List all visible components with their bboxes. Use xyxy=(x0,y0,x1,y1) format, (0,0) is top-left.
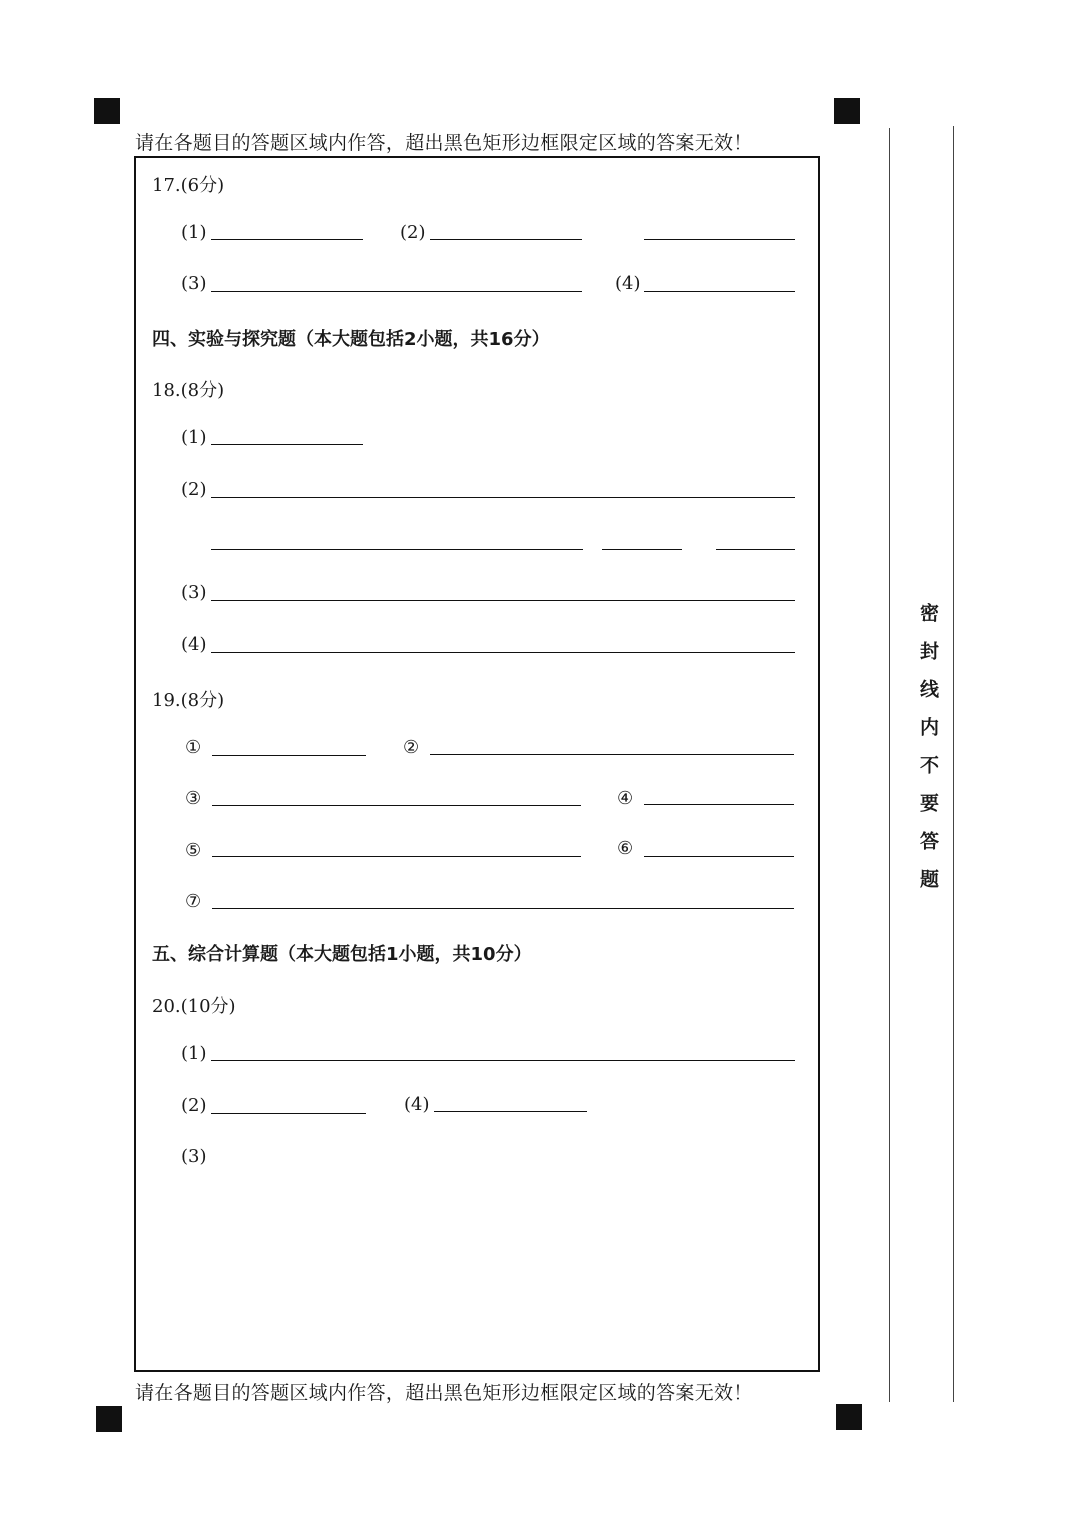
q18-answer-line-4[interactable] xyxy=(211,652,795,653)
q19-answer-line-1[interactable] xyxy=(212,755,366,756)
q20-label-3: (3) xyxy=(181,1146,207,1167)
q20-label-1: (1) xyxy=(181,1043,207,1064)
binding-line-outer xyxy=(953,126,954,1402)
registration-marker-top-right xyxy=(834,98,860,124)
q17-title: 17.(6分) xyxy=(152,175,225,196)
q20-title: 20.(10分) xyxy=(152,996,236,1017)
q19-label-1: ① xyxy=(185,737,202,758)
answer-area-notice-top: 请在各题目的答题区域内作答，超出黑色矩形边框限定区域的答案无效！ xyxy=(135,132,753,154)
q18-answer-line-2[interactable] xyxy=(211,497,795,498)
q17-label-2: (2) xyxy=(400,222,426,243)
q18-answer-line-1[interactable] xyxy=(211,444,363,445)
answer-area-notice-bottom: 请在各题目的答题区域内作答，超出黑色矩形边框限定区域的答案无效！ xyxy=(135,1382,753,1404)
binding-note: 密封线内不要答题 xyxy=(917,603,939,907)
section-5-heading: 五、综合计算题（本大题包括1小题，共10分） xyxy=(152,944,532,965)
q20-label-4: (4) xyxy=(404,1094,430,1115)
q20-answer-line-2[interactable] xyxy=(211,1113,366,1114)
q19-answer-line-7[interactable] xyxy=(212,908,794,909)
q19-answer-line-2[interactable] xyxy=(430,754,794,755)
q19-answer-line-6[interactable] xyxy=(644,856,794,857)
q17-answer-line-2b[interactable] xyxy=(644,239,795,240)
q19-title: 19.(8分) xyxy=(152,690,225,711)
registration-marker-bottom-left xyxy=(96,1406,122,1432)
q20-answer-line-4[interactable] xyxy=(434,1111,587,1112)
q20-answer-line-1[interactable] xyxy=(211,1060,795,1061)
binding-line-inner xyxy=(889,128,890,1402)
q18-label-1: (1) xyxy=(181,427,207,448)
q18-label-2: (2) xyxy=(181,479,207,500)
q18-title: 18.(8分) xyxy=(152,380,225,401)
q19-label-7: ⑦ xyxy=(185,891,202,912)
q17-answer-line-1[interactable] xyxy=(211,239,363,240)
q18-answer-line-2d[interactable] xyxy=(716,549,795,550)
q18-answer-line-2c[interactable] xyxy=(602,549,682,550)
q19-label-2: ② xyxy=(403,737,420,758)
q17-answer-line-2[interactable] xyxy=(430,239,582,240)
q20-label-2: (2) xyxy=(181,1095,207,1116)
registration-marker-top-left xyxy=(94,98,120,124)
q19-answer-line-5[interactable] xyxy=(212,856,581,857)
q17-label-3: (3) xyxy=(181,273,207,294)
q18-label-3: (3) xyxy=(181,582,207,603)
q17-label-1: (1) xyxy=(181,222,207,243)
q19-answer-line-4[interactable] xyxy=(644,804,794,805)
q17-answer-line-3[interactable] xyxy=(211,291,582,292)
q19-answer-line-3[interactable] xyxy=(212,805,581,806)
q19-label-4: ④ xyxy=(617,788,634,809)
q18-label-4: (4) xyxy=(181,634,207,655)
q19-label-3: ③ xyxy=(185,788,202,809)
q17-label-4: (4) xyxy=(615,273,641,294)
q17-answer-line-4[interactable] xyxy=(644,291,795,292)
q18-answer-line-3[interactable] xyxy=(211,600,795,601)
q19-label-6: ⑥ xyxy=(617,838,634,859)
registration-marker-bottom-right xyxy=(836,1404,862,1430)
q18-answer-line-2b[interactable] xyxy=(211,549,583,550)
section-4-heading: 四、实验与探究题（本大题包括2小题，共16分） xyxy=(152,329,550,350)
q19-label-5: ⑤ xyxy=(185,840,202,861)
